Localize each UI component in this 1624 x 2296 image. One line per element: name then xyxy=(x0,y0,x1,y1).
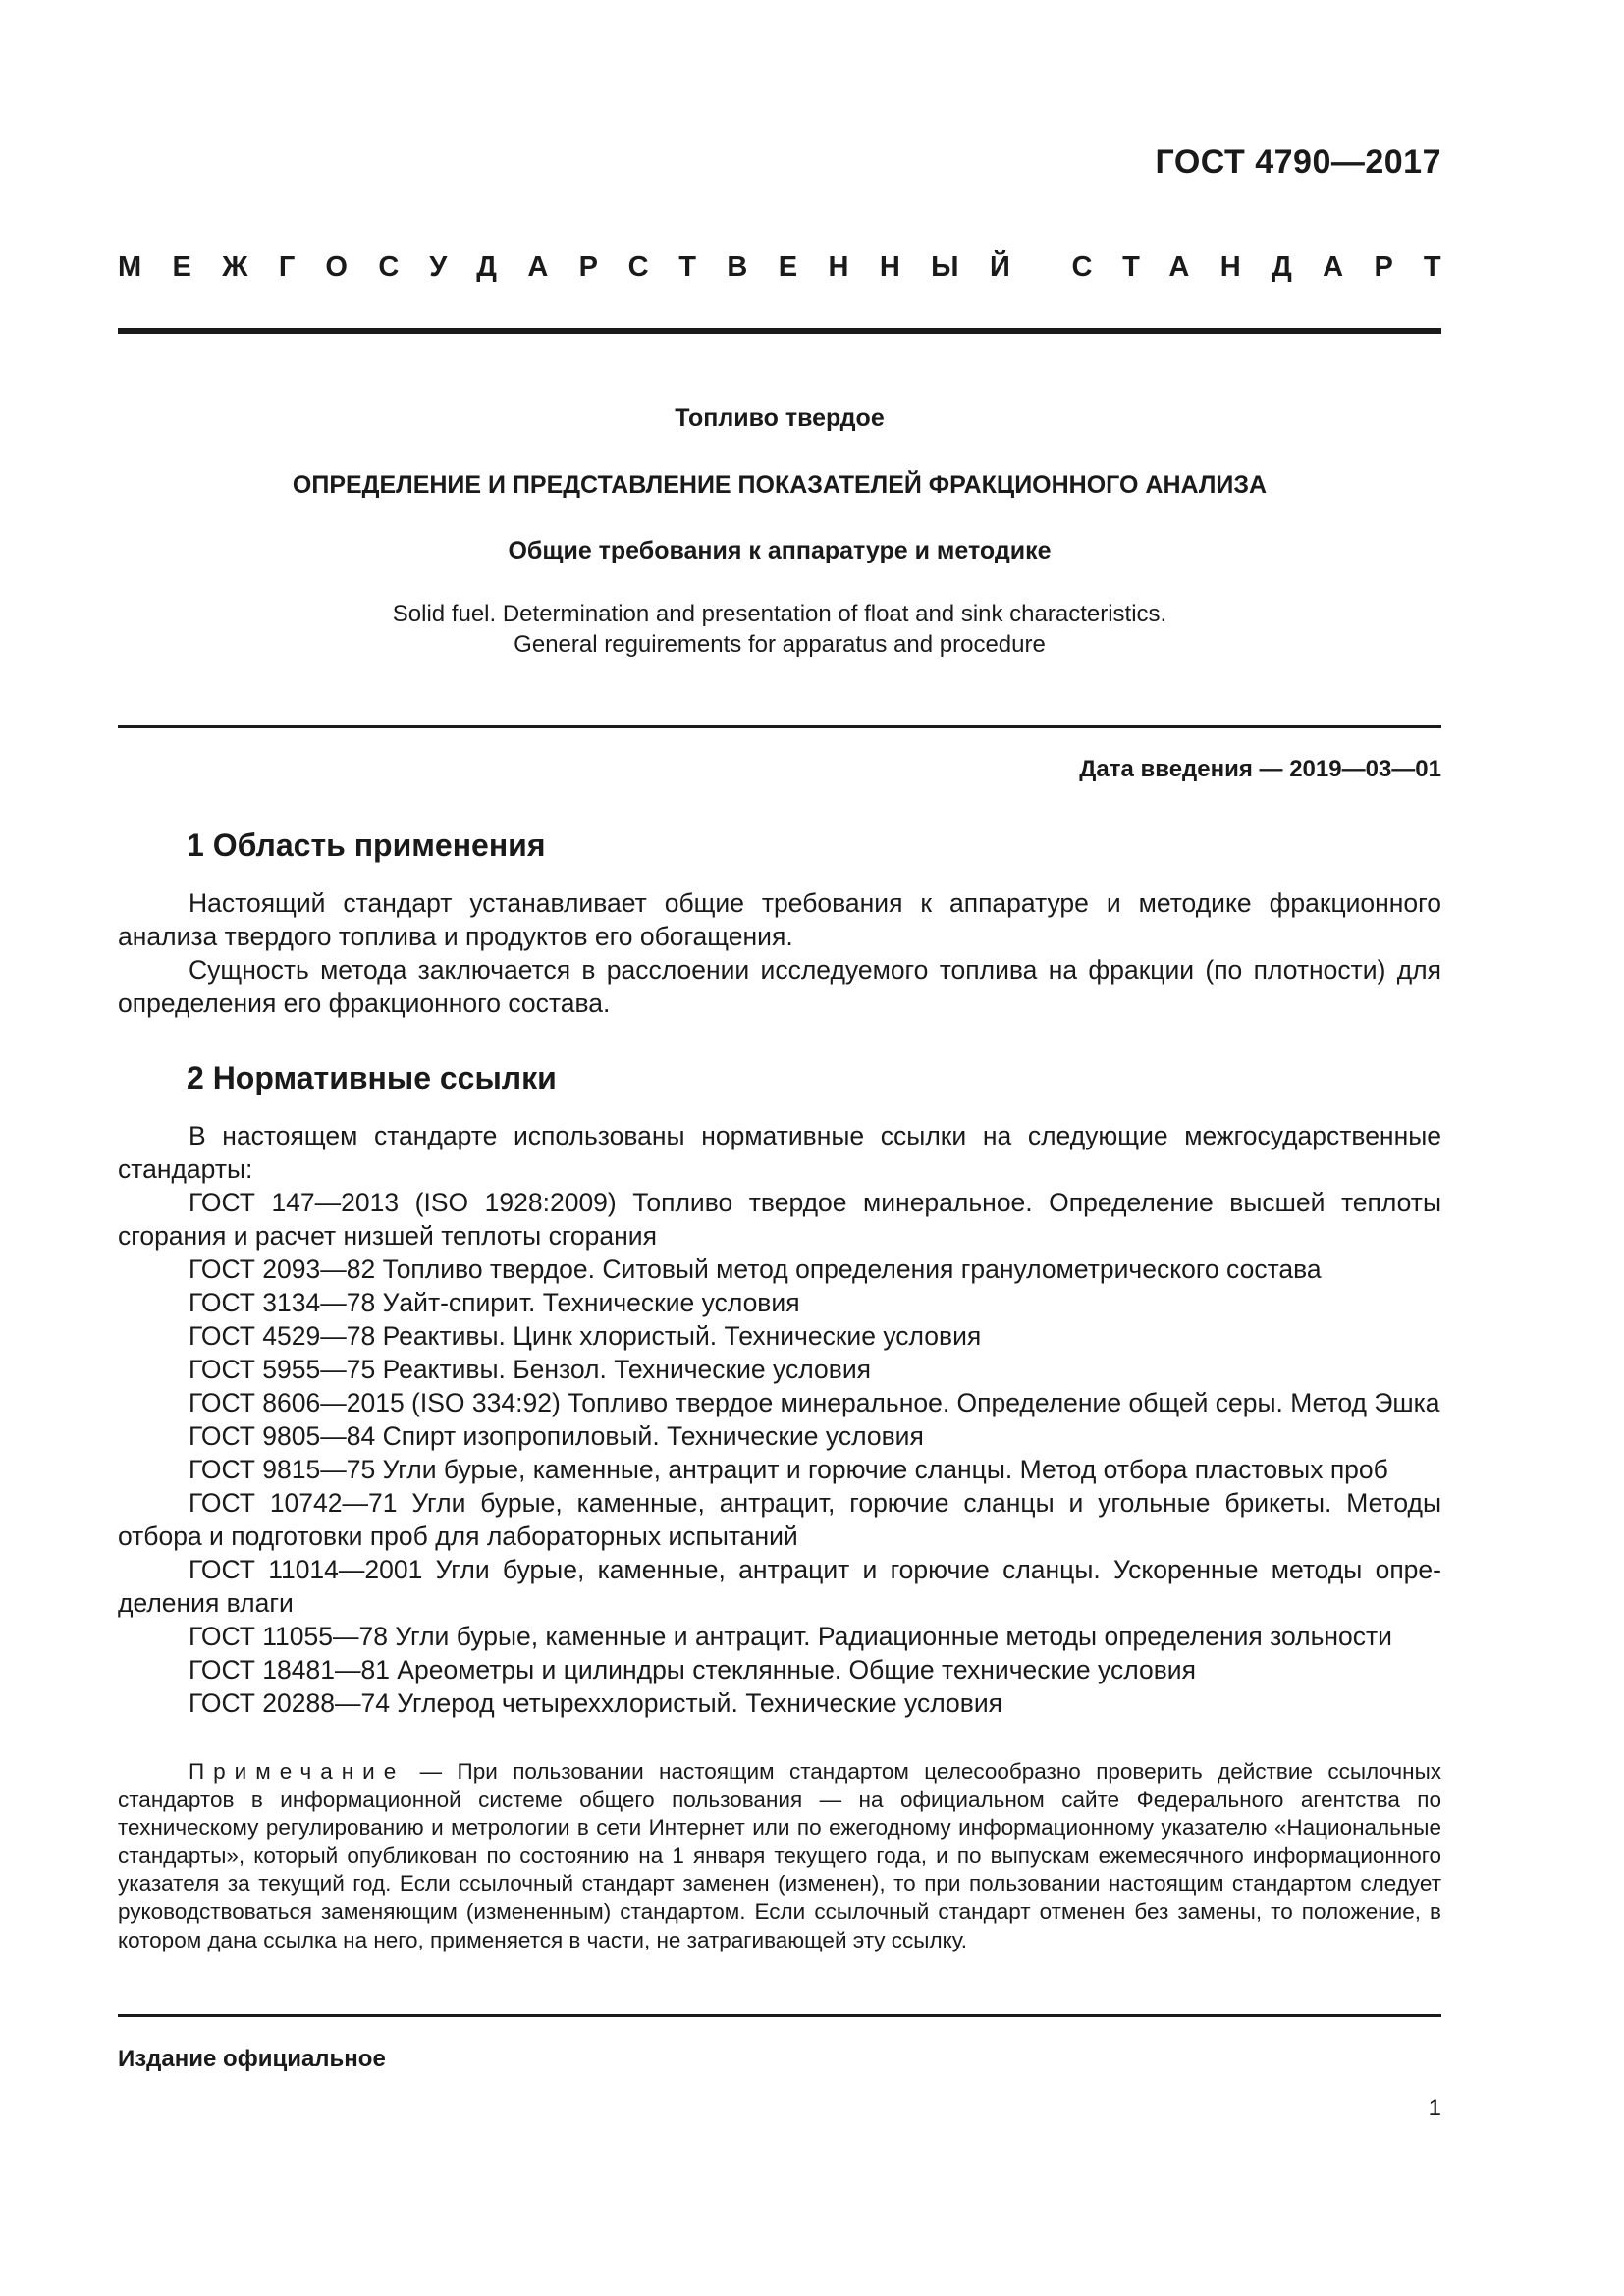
reference-item: ГОСТ 147—2013 (ISO 1928:2009) Топливо твердое минеральное. Определение высшей теплоты сгорания и расчет низшей теплоты сгорания xyxy=(118,1188,1441,1251)
english-title-line-2: General reguirements for apparatus and procedure xyxy=(514,631,1046,658)
header-divider xyxy=(118,328,1441,334)
english-title-line-1: Solid fuel. Determination and presentation of float and sink characteristics. xyxy=(392,601,1167,627)
reference-item: ГОСТ 8606—2015 (ISO 334:92) Топливо твердое минеральное. Определение общей серы. Метод Эшка xyxy=(189,1388,1440,1417)
paragraph: Настоящий стандарт устанавливает общие требования к аппаратуре и методике фракционного анализа твердого топлива и продуктов его обогащения. xyxy=(118,888,1441,951)
note xyxy=(118,1758,1441,1954)
page-number: 1 xyxy=(1428,2095,1441,2121)
reference-item: ГОСТ 5955—75 Реактивы. Бензол. Технические условия xyxy=(189,1355,871,1384)
document-title-upper: ОПРЕДЕЛЕНИЕ И ПРЕДСТАВЛЕНИЕ ПОКАЗАТЕЛЕЙ ФРАКЦИОННОГО АНАЛИЗА xyxy=(292,471,1268,499)
introduction-date: Дата введения — 2019—03—01 xyxy=(1079,756,1441,782)
reference-item: ГОСТ 18481—81 Ареометры и цилиндры стеклянные. Общие технические условия xyxy=(189,1655,1196,1684)
interstate-word: МЕЖГОСУДАРСТВЕННЫЙ xyxy=(118,251,1042,283)
document-title: Топливо твердое xyxy=(675,404,885,432)
reference-item: ГОСТ 11055—78 Угли бурые, каменные и антрацит. Радиационные методы определения зольности xyxy=(189,1622,1392,1651)
interstate-standard-heading xyxy=(118,251,1472,291)
note-label: Примечание xyxy=(189,1759,406,1784)
document-page xyxy=(118,0,1472,2296)
footer-divider xyxy=(118,2014,1441,2017)
section-1-body xyxy=(118,886,1441,1020)
paragraph: Сущность метода заключается в расслоении исследуемого топлива на фракции (по плотности) для определения его фракционного состава. xyxy=(118,955,1441,1018)
section-2-body xyxy=(118,1119,1441,1720)
reference-item: ГОСТ 4529—78 Реактивы. Цинк хлористый. Технические условия xyxy=(189,1321,982,1351)
note-text: — При пользовании настоящим стандартом целесообразно проверить действие ссылочных стандартов в информационной системе общего пользования — на официальном сайте Федерального агентства по техническому регулированию и метрологии в сети Интернет или по ежегодному информационному указателю «Национальные стандарты», который опубликован по состоянию на 1 января текущего года, и по выпускам ежемесячного информационного указателя за текущий год. Если ссылочный стандарт заменен (изменен), то при пользовании настоящим стандартом следует руководствоваться заменяющим (измененным) стандартом. Если ссылочный стандарт отменен без замены, то положение, в котором дана ссылка на него, применяется в части, не затрагивающей эту ссылку. xyxy=(118,1759,1441,1952)
reference-item: ГОСТ 3134—78 Уайт-спирит. Технические условия xyxy=(189,1288,800,1317)
title-divider xyxy=(118,725,1441,728)
reference-item: ГОСТ 9805—84 Спирт изопропиловый. Технические условия xyxy=(189,1421,924,1451)
paragraph: В настоящем стандарте использованы нормативные ссылки на следующие межгосударственные стандарты: xyxy=(118,1121,1441,1184)
reference-item: ГОСТ 2093—82 Топливо твердое. Ситовый метод определения гранулометрического состава xyxy=(189,1255,1322,1284)
reference-item: ГОСТ 20288—74 Углерод четыреххлористый. Технические условия xyxy=(189,1688,1002,1718)
reference-item: ГОСТ 10742—71 Угли бурые, каменные, антрацит, горючие сланцы и угольные брикеты. Методы отбора и подготовки проб для лабораторных испытаний xyxy=(118,1488,1441,1551)
section-1-title: 1 Область применения xyxy=(187,828,546,863)
standard-word: СТАНДАРТ xyxy=(1071,251,1472,283)
document-subtitle: Общие требования к аппаратуре и методике xyxy=(508,537,1052,564)
reference-item: ГОСТ 11014—2001 Угли бурые, каменные, антрацит и горючие сланцы. Ускоренные методы опре-деления влаги xyxy=(118,1555,1441,1618)
section-2-title: 2 Нормативные ссылки xyxy=(187,1060,557,1095)
document-number: ГОСТ 4790—2017 xyxy=(1155,143,1441,181)
reference-item: ГОСТ 9815—75 Угли бурые, каменные, антрацит и горючие сланцы. Метод отбора пластовых проб xyxy=(189,1455,1388,1484)
edition-label: Издание официальное xyxy=(118,2046,386,2072)
